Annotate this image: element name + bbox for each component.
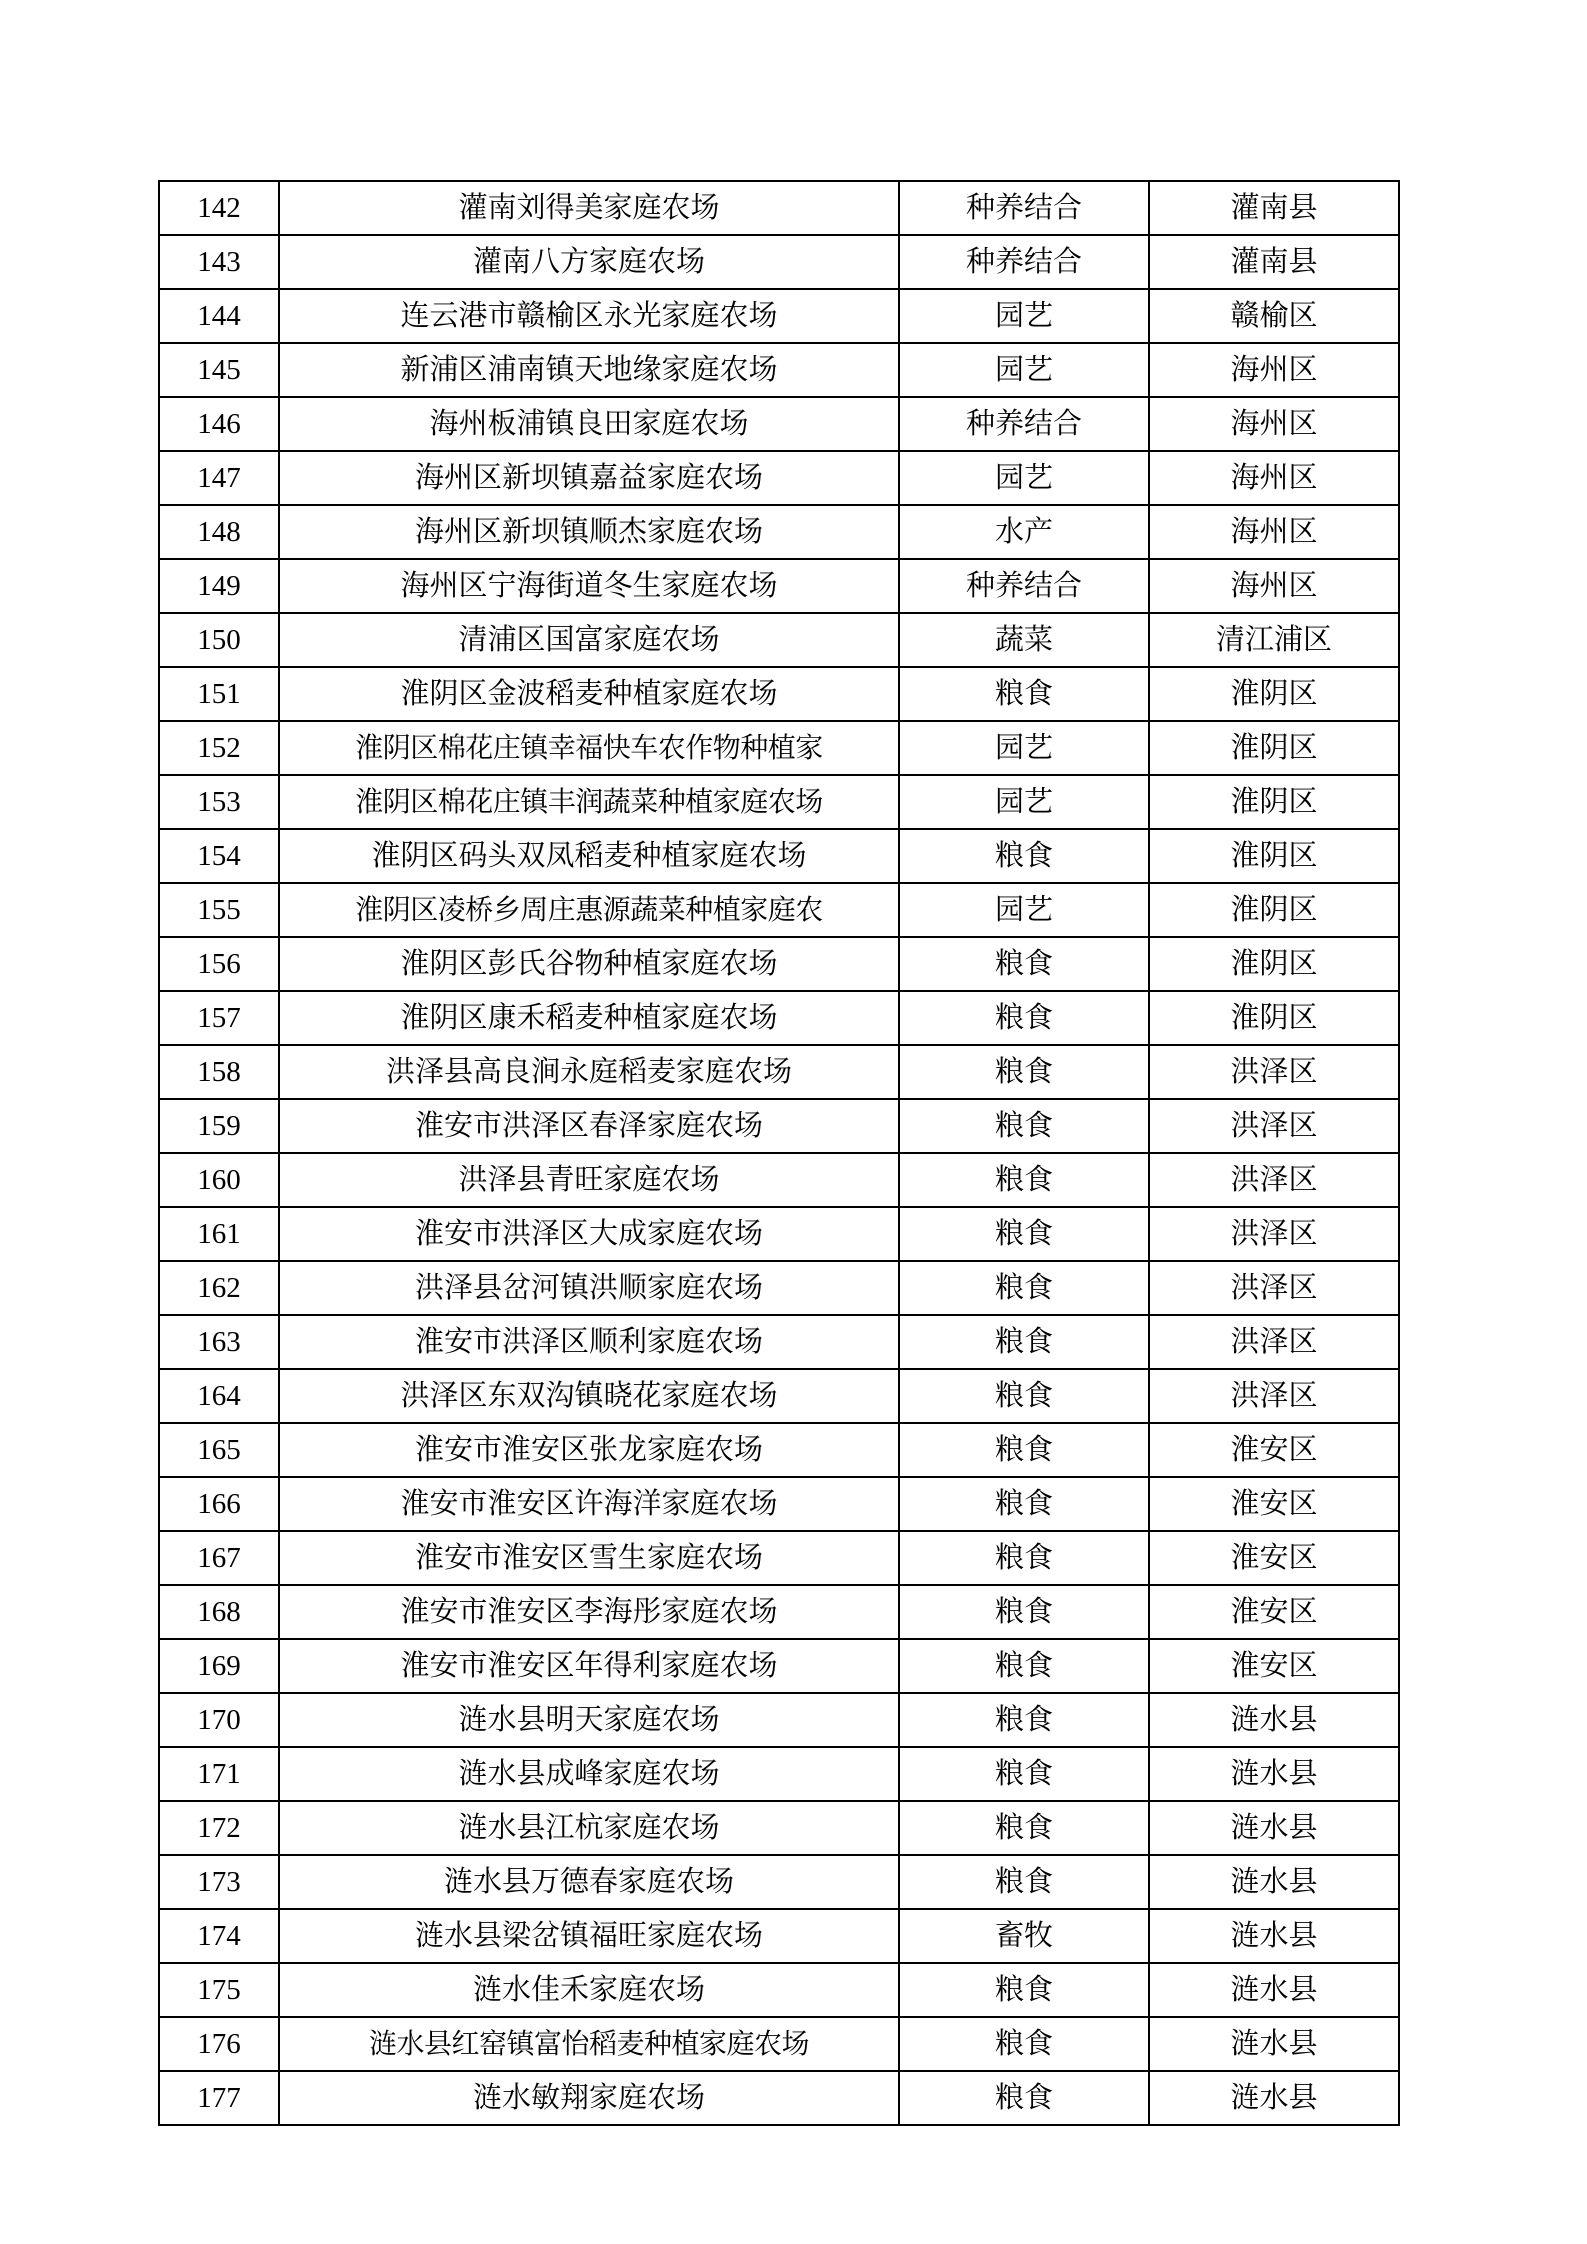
- cell-main-type: 粮食: [899, 937, 1149, 991]
- cell-district: 海州区: [1149, 343, 1399, 397]
- cell-main-type: 粮食: [899, 1801, 1149, 1855]
- farm-name-text: 淮阴区棉花庄镇幸福快车农作物种植家: [355, 732, 823, 764]
- cell-index: 167: [159, 1531, 279, 1585]
- cell-farm-name: [279, 991, 899, 1045]
- cell-district: 淮阴区: [1149, 991, 1399, 1045]
- table-row: [159, 613, 1399, 667]
- cell-farm-name: [279, 775, 899, 829]
- cell-district: 赣榆区: [1149, 289, 1399, 343]
- table-row: [159, 1909, 1399, 1963]
- table-row: [159, 2017, 1399, 2071]
- cell-index: 147: [159, 451, 279, 505]
- cell-index: 175: [159, 1963, 279, 2017]
- table-row: [159, 1099, 1399, 1153]
- cell-district: 涟水县: [1149, 1963, 1399, 2017]
- farm-name-text: 淮安市洪泽区顺利家庭农场: [414, 1325, 763, 1358]
- farm-name-text: 淮阴区康禾稻麦种植家庭农场: [400, 1001, 778, 1034]
- cell-farm-name: [279, 721, 899, 775]
- cell-main-type: 粮食: [899, 991, 1149, 1045]
- table-row: [159, 775, 1399, 829]
- farm-name-text: 灌南八方家庭农场: [472, 245, 705, 278]
- table-row: [159, 1639, 1399, 1693]
- cell-index: 168: [159, 1585, 279, 1639]
- farm-name-text: 灌南刘得美家庭农场: [458, 191, 720, 224]
- cell-main-type: 粮食: [899, 1045, 1149, 1099]
- farm-name-text: 海州板浦镇良田家庭农场: [429, 407, 749, 440]
- cell-farm-name: [279, 2017, 899, 2071]
- farm-name-text: 涟水县梁岔镇福旺家庭农场: [414, 1919, 763, 1952]
- table-row: [159, 397, 1399, 451]
- cell-farm-name: [279, 505, 899, 559]
- table-row: [159, 1261, 1399, 1315]
- cell-main-type: 粮食: [899, 1099, 1149, 1153]
- cell-main-type: 粮食: [899, 1747, 1149, 1801]
- table-row: [159, 181, 1399, 235]
- cell-index: 172: [159, 1801, 279, 1855]
- farm-name-text: 洪泽县青旺家庭农场: [458, 1163, 720, 1196]
- cell-main-type: 园艺: [899, 721, 1149, 775]
- cell-district: 清江浦区: [1149, 613, 1399, 667]
- farm-name-text: 海州区新坝镇顺杰家庭农场: [414, 515, 763, 548]
- cell-farm-name: [279, 235, 899, 289]
- cell-main-type: 粮食: [899, 1207, 1149, 1261]
- farm-name-text: 涟水县江杭家庭农场: [458, 1811, 720, 1844]
- table-row: [159, 1963, 1399, 2017]
- cell-main-type: 园艺: [899, 451, 1149, 505]
- cell-farm-name: [279, 1261, 899, 1315]
- cell-farm-name: [279, 1315, 899, 1369]
- cell-farm-name: [279, 937, 899, 991]
- farm-name-text: 连云港市赣榆区永光家庭农场: [400, 299, 778, 332]
- cell-main-type: 园艺: [899, 775, 1149, 829]
- cell-main-type: 粮食: [899, 829, 1149, 883]
- farm-name-text: 淮安市淮安区雪生家庭农场: [414, 1541, 763, 1574]
- cell-main-type: 园艺: [899, 343, 1149, 397]
- cell-farm-name: [279, 883, 899, 937]
- table-row: [159, 667, 1399, 721]
- cell-main-type: 粮食: [899, 1531, 1149, 1585]
- cell-district: 海州区: [1149, 505, 1399, 559]
- cell-index: 157: [159, 991, 279, 1045]
- cell-main-type: 粮食: [899, 1261, 1149, 1315]
- cell-farm-name: [279, 451, 899, 505]
- cell-main-type: 畜牧: [899, 1909, 1149, 1963]
- cell-main-type: 粮食: [899, 1639, 1149, 1693]
- cell-main-type: 粮食: [899, 1585, 1149, 1639]
- cell-district: 洪泽区: [1149, 1045, 1399, 1099]
- cell-index: 174: [159, 1909, 279, 1963]
- cell-farm-name: [279, 1045, 899, 1099]
- cell-main-type: 种养结合: [899, 397, 1149, 451]
- cell-district: 淮阴区: [1149, 937, 1399, 991]
- table-row: [159, 1531, 1399, 1585]
- cell-farm-name: [279, 559, 899, 613]
- cell-index: 142: [159, 181, 279, 235]
- cell-farm-name: [279, 1585, 899, 1639]
- cell-farm-name: [279, 1639, 899, 1693]
- cell-farm-name: [279, 1369, 899, 1423]
- farm-name-text: 淮安市淮安区张龙家庭农场: [414, 1433, 763, 1466]
- cell-index: 145: [159, 343, 279, 397]
- cell-district: 涟水县: [1149, 1747, 1399, 1801]
- cell-farm-name: [279, 343, 899, 397]
- cell-index: 159: [159, 1099, 279, 1153]
- cell-index: 176: [159, 2017, 279, 2071]
- cell-index: 149: [159, 559, 279, 613]
- farm-name-text: 淮阴区码头双凤稻麦种植家庭农场: [371, 839, 807, 872]
- table-row: [159, 235, 1399, 289]
- cell-district: 淮安区: [1149, 1585, 1399, 1639]
- farm-name-text: 淮安市淮安区年得利家庭农场: [400, 1649, 778, 1682]
- cell-farm-name: [279, 613, 899, 667]
- cell-district: 洪泽区: [1149, 1261, 1399, 1315]
- cell-district: 淮安区: [1149, 1477, 1399, 1531]
- cell-farm-name: [279, 1099, 899, 1153]
- cell-index: 156: [159, 937, 279, 991]
- cell-farm-name: [279, 1207, 899, 1261]
- cell-index: 153: [159, 775, 279, 829]
- cell-farm-name: [279, 289, 899, 343]
- cell-district: 海州区: [1149, 451, 1399, 505]
- cell-index: 166: [159, 1477, 279, 1531]
- farm-name-text: 洪泽县高良涧永庭稻麦家庭农场: [385, 1055, 792, 1088]
- cell-main-type: 粮食: [899, 1963, 1149, 2017]
- cell-district: 灌南县: [1149, 181, 1399, 235]
- cell-index: 173: [159, 1855, 279, 1909]
- cell-district: 涟水县: [1149, 1693, 1399, 1747]
- cell-farm-name: [279, 2071, 899, 2125]
- farm-name-text: 新浦区浦南镇天地缘家庭农场: [400, 353, 778, 386]
- cell-district: 淮阴区: [1149, 883, 1399, 937]
- cell-farm-name: [279, 1531, 899, 1585]
- cell-district: 涟水县: [1149, 2071, 1399, 2125]
- cell-farm-name: [279, 1477, 899, 1531]
- cell-main-type: 粮食: [899, 667, 1149, 721]
- farm-name-text: 淮阴区彭氏谷物种植家庭农场: [400, 947, 778, 980]
- cell-index: 158: [159, 1045, 279, 1099]
- cell-index: 165: [159, 1423, 279, 1477]
- cell-index: 170: [159, 1693, 279, 1747]
- cell-district: 洪泽区: [1149, 1315, 1399, 1369]
- cell-district: 淮阴区: [1149, 775, 1399, 829]
- farm-name-text: 淮安市洪泽区春泽家庭农场: [414, 1109, 763, 1142]
- cell-district: 涟水县: [1149, 1855, 1399, 1909]
- cell-farm-name: [279, 1801, 899, 1855]
- cell-main-type: 粮食: [899, 1369, 1149, 1423]
- cell-district: 海州区: [1149, 397, 1399, 451]
- table-row: [159, 1369, 1399, 1423]
- table-row: [159, 829, 1399, 883]
- cell-main-type: 粮食: [899, 1423, 1149, 1477]
- table-row: [159, 1315, 1399, 1369]
- farm-name-text: 淮安市淮安区李海彤家庭农场: [400, 1595, 778, 1628]
- cell-district: 涟水县: [1149, 1909, 1399, 1963]
- table-body: [159, 181, 1399, 2125]
- cell-main-type: 种养结合: [899, 235, 1149, 289]
- cell-main-type: 种养结合: [899, 559, 1149, 613]
- cell-index: 177: [159, 2071, 279, 2125]
- table-row: [159, 1585, 1399, 1639]
- cell-farm-name: [279, 1747, 899, 1801]
- cell-main-type: 粮食: [899, 1477, 1149, 1531]
- farm-name-text: 涟水县红窑镇富怡稻麦种植家庭农场: [368, 2028, 809, 2060]
- cell-district: 海州区: [1149, 559, 1399, 613]
- cell-main-type: 粮食: [899, 1315, 1149, 1369]
- table-row: [159, 721, 1399, 775]
- cell-farm-name: [279, 1909, 899, 1963]
- table-row: [159, 1747, 1399, 1801]
- cell-district: 洪泽区: [1149, 1099, 1399, 1153]
- cell-farm-name: [279, 1693, 899, 1747]
- farm-list-table-wrapper: [158, 180, 1358, 2126]
- farm-name-text: 淮安市淮安区许海洋家庭农场: [400, 1487, 778, 1520]
- farm-name-text: 洪泽区东双沟镇晓花家庭农场: [400, 1379, 778, 1412]
- cell-index: 144: [159, 289, 279, 343]
- cell-main-type: 园艺: [899, 289, 1149, 343]
- farm-name-text: 海州区宁海街道冬生家庭农场: [400, 569, 778, 602]
- cell-district: 灌南县: [1149, 235, 1399, 289]
- cell-farm-name: [279, 397, 899, 451]
- cell-farm-name: [279, 181, 899, 235]
- cell-index: 169: [159, 1639, 279, 1693]
- cell-main-type: 粮食: [899, 1693, 1149, 1747]
- cell-main-type: 园艺: [899, 883, 1149, 937]
- cell-index: 160: [159, 1153, 279, 1207]
- cell-index: 155: [159, 883, 279, 937]
- cell-district: 淮阴区: [1149, 829, 1399, 883]
- cell-district: 洪泽区: [1149, 1369, 1399, 1423]
- table-row: [159, 289, 1399, 343]
- cell-index: 171: [159, 1747, 279, 1801]
- farm-name-text: 涟水敏翔家庭农场: [472, 2081, 705, 2114]
- cell-district: 涟水县: [1149, 2017, 1399, 2071]
- table-row: [159, 1045, 1399, 1099]
- cell-index: 148: [159, 505, 279, 559]
- table-row: [159, 991, 1399, 1045]
- farm-list-table: [158, 180, 1400, 2126]
- cell-main-type: 粮食: [899, 2017, 1149, 2071]
- cell-district: 洪泽区: [1149, 1153, 1399, 1207]
- table-row: [159, 451, 1399, 505]
- table-row: [159, 2071, 1399, 2125]
- cell-index: 154: [159, 829, 279, 883]
- farm-name-text: 清浦区国富家庭农场: [458, 623, 720, 656]
- table-row: [159, 1477, 1399, 1531]
- table-row: [159, 1855, 1399, 1909]
- table-row: [159, 883, 1399, 937]
- cell-district: 淮安区: [1149, 1639, 1399, 1693]
- cell-farm-name: [279, 667, 899, 721]
- cell-index: 164: [159, 1369, 279, 1423]
- cell-main-type: 粮食: [899, 1153, 1149, 1207]
- cell-index: 150: [159, 613, 279, 667]
- cell-index: 163: [159, 1315, 279, 1369]
- farm-name-text: 涟水县明天家庭农场: [458, 1703, 720, 1736]
- cell-farm-name: [279, 1963, 899, 2017]
- cell-main-type: 蔬菜: [899, 613, 1149, 667]
- cell-district: 淮阴区: [1149, 721, 1399, 775]
- farm-name-text: 海州区新坝镇嘉益家庭农场: [414, 461, 763, 494]
- farm-name-text: 淮阴区棉花庄镇丰润蔬菜种植家庭农场: [355, 786, 823, 818]
- farm-name-text: 淮阴区凌桥乡周庄惠源蔬菜种植家庭农: [355, 894, 823, 926]
- farm-name-text: 涟水县万德春家庭农场: [443, 1865, 734, 1898]
- cell-farm-name: [279, 1423, 899, 1477]
- table-row: [159, 343, 1399, 397]
- table-row: [159, 505, 1399, 559]
- cell-index: 143: [159, 235, 279, 289]
- cell-index: 146: [159, 397, 279, 451]
- cell-district: 淮安区: [1149, 1423, 1399, 1477]
- cell-farm-name: [279, 829, 899, 883]
- cell-main-type: 粮食: [899, 2071, 1149, 2125]
- cell-index: 152: [159, 721, 279, 775]
- cell-main-type: 粮食: [899, 1855, 1149, 1909]
- farm-name-text: 洪泽县岔河镇洪顺家庭农场: [414, 1271, 763, 1304]
- table-row: [159, 1153, 1399, 1207]
- table-row: [159, 1423, 1399, 1477]
- farm-name-text: 涟水县成峰家庭农场: [458, 1757, 720, 1790]
- cell-index: 151: [159, 667, 279, 721]
- table-row: [159, 1207, 1399, 1261]
- cell-farm-name: [279, 1153, 899, 1207]
- cell-main-type: 种养结合: [899, 181, 1149, 235]
- table-row: [159, 559, 1399, 613]
- cell-main-type: 水产: [899, 505, 1149, 559]
- table-row: [159, 1801, 1399, 1855]
- farm-name-text: 淮安市洪泽区大成家庭农场: [414, 1217, 763, 1250]
- cell-district: 洪泽区: [1149, 1207, 1399, 1261]
- cell-district: 淮安区: [1149, 1531, 1399, 1585]
- farm-name-text: 涟水佳禾家庭农场: [472, 1973, 705, 2006]
- cell-index: 161: [159, 1207, 279, 1261]
- cell-index: 162: [159, 1261, 279, 1315]
- table-row: [159, 1693, 1399, 1747]
- cell-district: 涟水县: [1149, 1801, 1399, 1855]
- cell-farm-name: [279, 1855, 899, 1909]
- table-row: [159, 937, 1399, 991]
- cell-district: 淮阴区: [1149, 667, 1399, 721]
- farm-name-text: 淮阴区金波稻麦种植家庭农场: [400, 677, 778, 710]
